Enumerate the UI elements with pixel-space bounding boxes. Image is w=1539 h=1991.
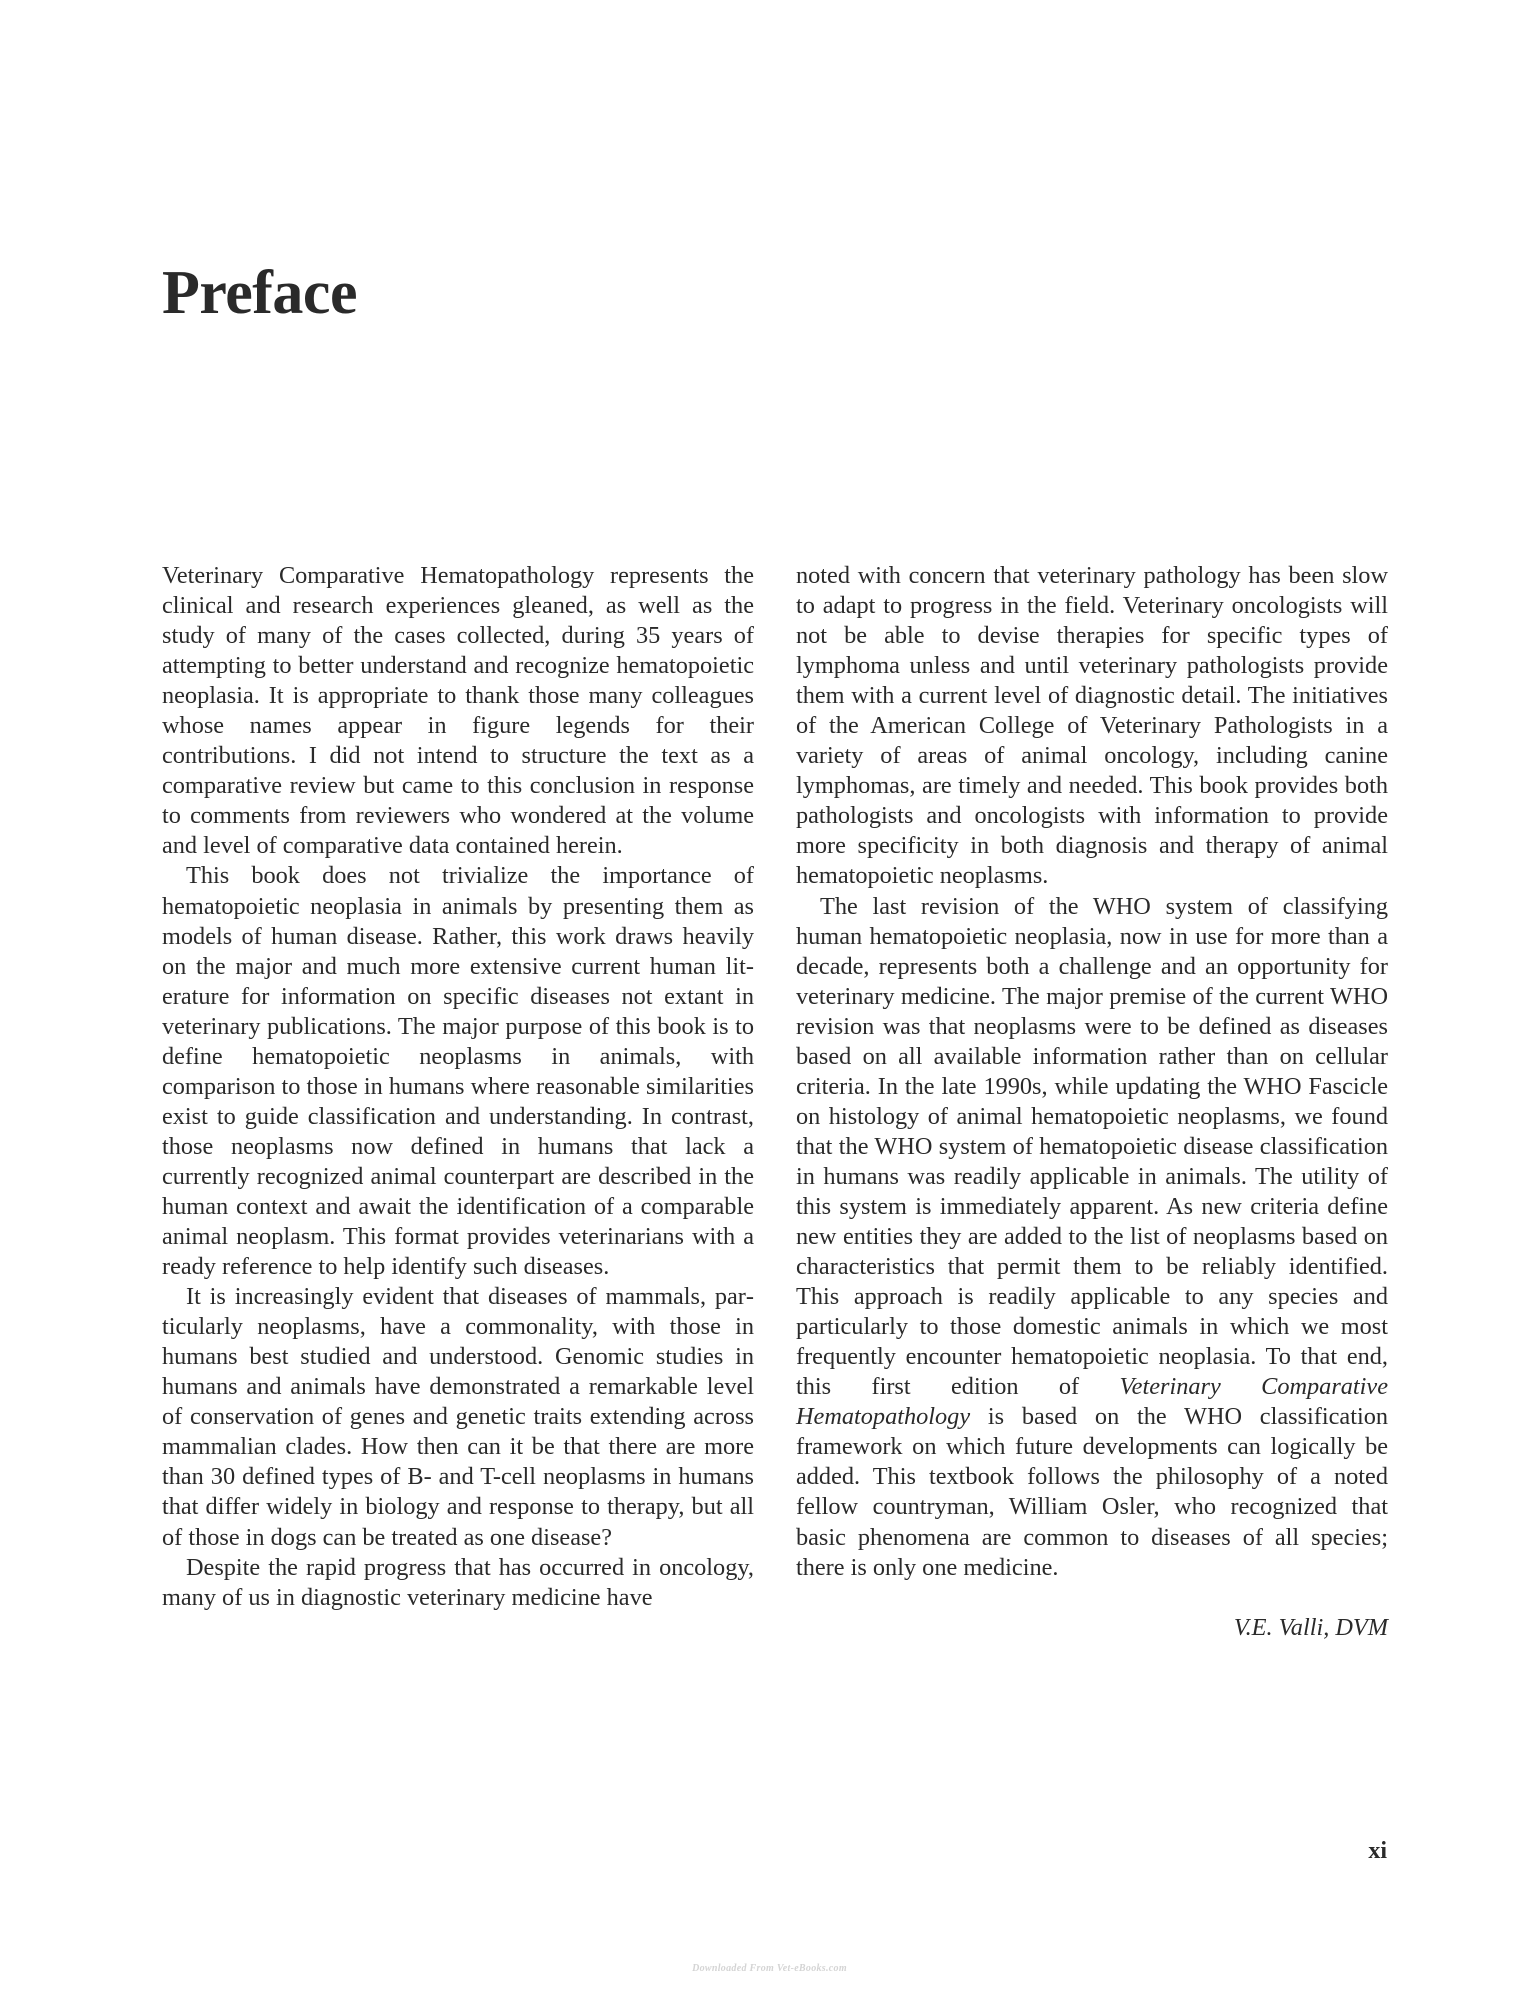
footer-watermark: Downloaded From Vet-eBooks.com — [692, 1963, 847, 1974]
paragraph: It is increasingly evident that diseases of mammals, particularly neoplasms, have a commonality, with those in humans best studied and understood. Genomic studies in humans and animals have demonstrated a remarkable level of conservation of genes and genetic traits extending across mammalian clades. How then can it be that there are more than 30 defined types of B- and T-cell neoplasms in humans that differ widely in biology and response to therapy, but all of those in dogs can be treated as one disease? — [162, 1283, 754, 1551]
paragraph: This book does not trivialize the importance of hematopoietic neoplasia in animals by presenting them as models of human disease. Rather, this work draws heavily on the major and much more extensive current human literature for information on specific diseases not extant in veterinary publications. The major purpose of this book is to define hematopoietic neoplasms in animals, with comparison to those in humans where reasonable similarities exist to guide classification and understanding. In contrast, those neoplasms now defined in humans that lack a currently recognized animal counterpart are described in the human context and await the identification of a comparable animal neoplasm. This format provides veterinarians with a ready reference to help identify such diseases. — [162, 862, 754, 1281]
paragraph: Despite the rapid progress that has occurred in oncology, many of us in diagnostic veterinary medicine have — [162, 1553, 754, 1611]
paragraph-text: is based on the WHO classification framework on which future developments can logically be added. This textbook follows the philosophy of a noted fellow countryman, William Osler, who recognized that basic phenomena are common to diseases of all species; there is only one medicine. — [796, 1403, 1388, 1581]
page-title: Preface — [162, 259, 357, 327]
paragraph: Veterinary Comparative Hematopathology represents the clinical and research experiences gleaned, as well as the study of many of the cases collected, during 35 years of attempting to better understand and recognize hematopoietic neoplasia. It is appropriate to thank those many colleagues whose names appear in figure legends for their contributions. I did not intend to structure the text as a comparative review but came to this conclusion in response to comments from reviewers who wondered at the volume and level of comparative data contained herein. — [162, 562, 754, 860]
page-number: xi — [1368, 1838, 1387, 1864]
right-column — [796, 561, 1388, 1643]
paragraph-text: The last revision of the WHO system of classifying human hematopoietic neoplasia, now in use for more than a decade, represents both a challenge and an opportunity for veterinary medicine. The major premise of the current WHO revision was that neoplasms were to be defined as diseases based on all available information rather than on cellular criteria. In the late 1990s, while updating the WHO Fascicle on histology of animal hematopoietic neoplasms, we found that the WHO system of hematopoietic disease classification in humans was readily applicable in animals. The utility of this system is immediately apparent. As new criteria define new entities they are added to the list of neoplasms based on characteristics that permit them to be reliably identified. This approach is readily applicable to any species and particularly to those domestic animals in which we most frequently encounter hematopoietic neoplasia. To that end, this first edition of — [796, 892, 1388, 1401]
paragraph: noted with concern that veterinary pathology has been slow to adapt to progress in the field. Veterinary oncologists will not be able to devise therapies for specific types of lymphoma unless and until veterinary pathologists provide them with a current level of diagnostic detail. The initiatives of the American College of Veterinary Pathologists in a variety of areas of animal oncology, including canine lymphomas, are timely and needed. This book provides both pathologists and oncologists with information to provide more specificity in both diagnosis and therapy of animal hematopoietic neoplasms. — [796, 562, 1388, 890]
left-column — [162, 561, 754, 1613]
author-signature: V.E. Valli, DVM — [1233, 1613, 1388, 1641]
paragraph — [796, 892, 1388, 1583]
book-title-italic: Veterinary Comparative Hematopathology — [796, 1373, 1389, 1431]
